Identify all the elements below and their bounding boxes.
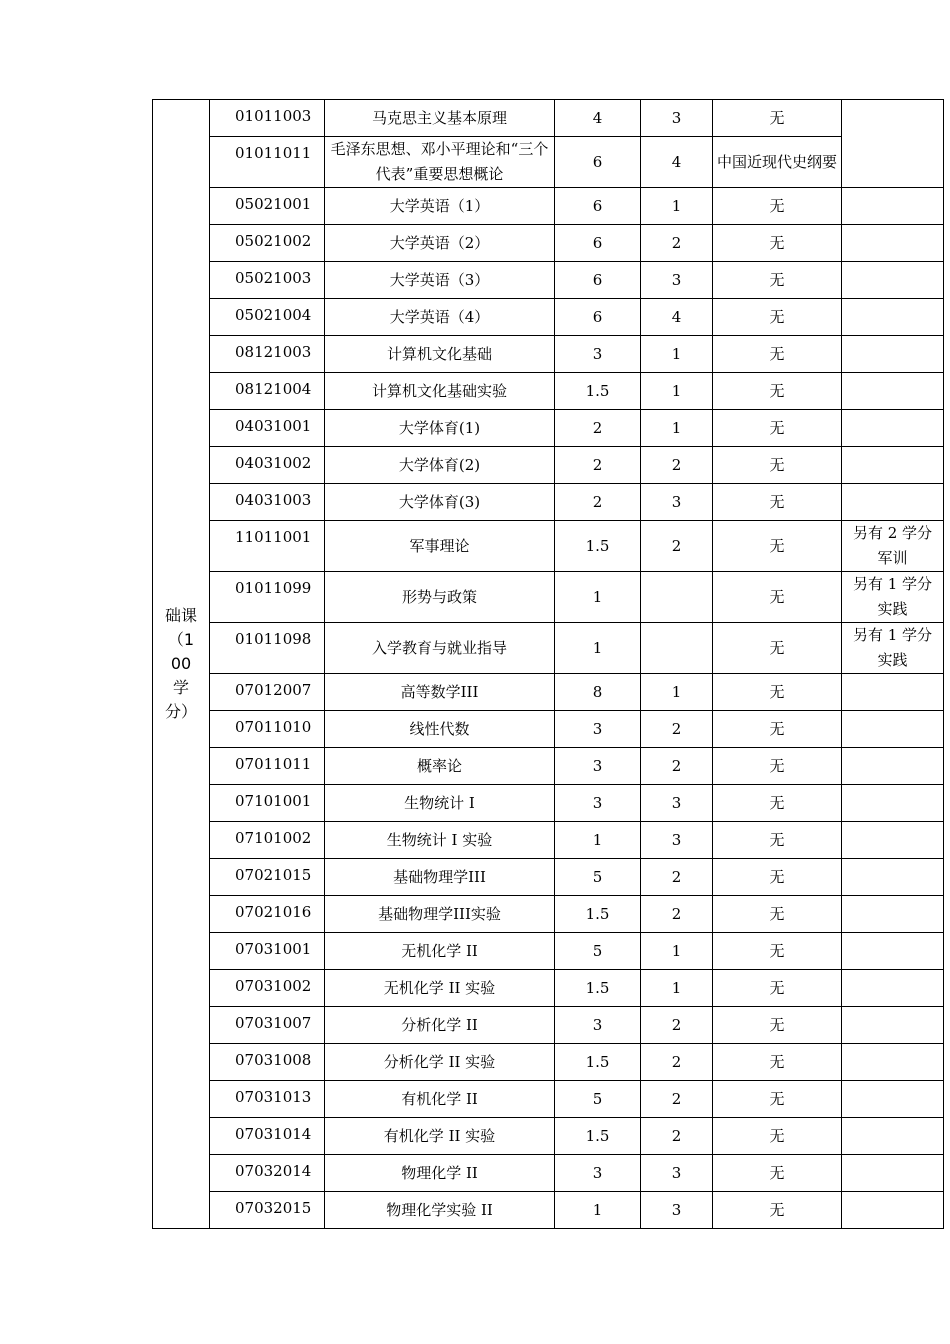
prerequisite-cell: 无 [713,1155,842,1192]
semester-cell: 2 [641,225,713,262]
prerequisite-cell: 无 [713,1118,842,1155]
table-row [153,1081,944,1118]
course-name-cell: 大学体育(2) [325,447,555,484]
course-name-cell: 基础物理学III实验 [325,896,555,933]
table-row [153,896,944,933]
credits-cell: 3 [555,1007,641,1044]
course-code-cell: 05021001 [210,188,325,225]
course-code-cell: 07031008 [210,1044,325,1081]
semester-cell: 2 [641,748,713,785]
semester-cell: 2 [641,1044,713,1081]
course-code-cell: 07032015 [210,1192,325,1229]
course-name-cell: 军事理论 [325,521,555,572]
semester-cell: 4 [641,299,713,336]
semester-cell: 2 [641,521,713,572]
course-name-cell: 无机化学 II [325,933,555,970]
semester-cell: 2 [641,1081,713,1118]
course-code-cell: 08121003 [210,336,325,373]
table-row [153,1007,944,1044]
table-row [153,933,944,970]
table-row [153,822,944,859]
credits-cell: 3 [555,785,641,822]
prerequisite-cell: 无 [713,623,842,674]
credits-cell: 6 [555,137,641,188]
credits-cell: 5 [555,1081,641,1118]
note-cell [842,674,944,711]
note-cell [842,336,944,373]
prerequisite-cell: 无 [713,572,842,623]
semester-cell: 2 [641,1007,713,1044]
course-name-cell: 计算机文化基础实验 [325,373,555,410]
note-cell [842,188,944,225]
course-code-cell: 07101002 [210,822,325,859]
note-cell [842,822,944,859]
semester-cell: 1 [641,970,713,1007]
table-row [153,1155,944,1192]
credits-cell: 1.5 [555,970,641,1007]
course-name-cell: 入学教育与就业指导 [325,623,555,674]
course-code-cell: 07031014 [210,1118,325,1155]
credits-cell: 1.5 [555,521,641,572]
course-name-cell: 物理化学 II [325,1155,555,1192]
course-code-cell: 07032014 [210,1155,325,1192]
semester-cell: 4 [641,137,713,188]
table-row [153,484,944,521]
credits-cell: 2 [555,484,641,521]
prerequisite-cell: 无 [713,225,842,262]
note-cell [842,748,944,785]
prerequisite-cell: 无 [713,822,842,859]
course-name-cell: 大学体育(3) [325,484,555,521]
table-row [153,623,944,674]
credits-cell: 4 [555,100,641,137]
table-row [153,188,944,225]
course-code-cell: 07021016 [210,896,325,933]
prerequisite-cell: 中国近现代史纲要 [713,137,842,188]
table-row [153,859,944,896]
semester-cell: 2 [641,447,713,484]
note-cell [842,373,944,410]
course-name-cell: 无机化学 II 实验 [325,970,555,1007]
credits-cell: 5 [555,859,641,896]
semester-cell: 1 [641,373,713,410]
semester-cell: 3 [641,822,713,859]
course-name-cell: 毛泽东思想、邓小平理论和“三个代表”重要思想概论 [325,137,555,188]
course-code-cell: 07031002 [210,970,325,1007]
table-row [153,336,944,373]
course-code-cell: 07031001 [210,933,325,970]
course-name-cell: 物理化学实验 II [325,1192,555,1229]
course-name-cell: 有机化学 II [325,1081,555,1118]
credits-cell: 3 [555,748,641,785]
course-name-cell: 高等数学III [325,674,555,711]
table-row [153,447,944,484]
note-cell [842,896,944,933]
semester-cell: 2 [641,859,713,896]
prerequisite-cell: 无 [713,188,842,225]
semester-cell: 3 [641,484,713,521]
table-row [153,1118,944,1155]
prerequisite-cell: 无 [713,410,842,447]
credits-cell: 2 [555,410,641,447]
credits-cell: 3 [555,1155,641,1192]
credits-cell: 1 [555,1192,641,1229]
course-table [152,99,944,1229]
course-code-cell: 05021003 [210,262,325,299]
prerequisite-cell: 无 [713,1044,842,1081]
credits-cell: 1 [555,822,641,859]
course-code-cell: 07011010 [210,711,325,748]
semester-cell: 3 [641,785,713,822]
note-cell [842,859,944,896]
course-name-cell: 大学英语（1） [325,188,555,225]
prerequisite-cell: 无 [713,484,842,521]
table-row [153,521,944,572]
note-cell [842,1118,944,1155]
credits-cell: 2 [555,447,641,484]
note-cell [842,262,944,299]
note-cell [842,1044,944,1081]
course-code-cell: 04031001 [210,410,325,447]
course-name-cell: 大学英语（3） [325,262,555,299]
course-code-cell: 07011011 [210,748,325,785]
credits-cell: 1.5 [555,1118,641,1155]
course-name-cell: 线性代数 [325,711,555,748]
credits-cell: 1.5 [555,1044,641,1081]
table-row [153,748,944,785]
credits-cell: 6 [555,225,641,262]
semester-cell: 3 [641,1192,713,1229]
table-row [153,1044,944,1081]
prerequisite-cell: 无 [713,1081,842,1118]
prerequisite-cell: 无 [713,896,842,933]
course-name-cell: 大学体育(1) [325,410,555,447]
course-name-cell: 概率论 [325,748,555,785]
course-code-cell: 07031007 [210,1007,325,1044]
course-name-cell: 计算机文化基础 [325,336,555,373]
course-code-cell: 08121004 [210,373,325,410]
table-body [153,100,944,1229]
course-code-cell: 07021015 [210,859,325,896]
table-row [153,785,944,822]
course-name-cell: 有机化学 II 实验 [325,1118,555,1155]
note-cell: 另有 1 学分实践 [842,623,944,674]
credits-cell: 1.5 [555,896,641,933]
course-code-cell: 07031013 [210,1081,325,1118]
prerequisite-cell: 无 [713,1007,842,1044]
credits-cell: 6 [555,262,641,299]
table-row [153,225,944,262]
table-row [153,572,944,623]
table-row [153,674,944,711]
prerequisite-cell: 无 [713,859,842,896]
prerequisite-cell: 无 [713,262,842,299]
note-cell [842,484,944,521]
prerequisite-cell: 无 [713,933,842,970]
course-code-cell: 11011001 [210,521,325,572]
prerequisite-cell: 无 [713,299,842,336]
prerequisite-cell: 无 [713,100,842,137]
course-name-cell: 马克思主义基本原理 [325,100,555,137]
semester-cell: 2 [641,711,713,748]
note-cell [842,785,944,822]
course-name-cell: 分析化学 II 实验 [325,1044,555,1081]
prerequisite-cell: 无 [713,336,842,373]
credits-cell: 6 [555,299,641,336]
course-code-cell: 07101001 [210,785,325,822]
course-code-cell: 01011098 [210,623,325,674]
note-cell: 另有 1 学分实践 [842,572,944,623]
table-row [153,1192,944,1229]
table-row [153,373,944,410]
course-name-cell: 生物统计 I 实验 [325,822,555,859]
course-code-cell: 05021002 [210,225,325,262]
table-row [153,711,944,748]
semester-cell: 1 [641,933,713,970]
table-row [153,262,944,299]
credits-cell: 3 [555,711,641,748]
credits-cell: 5 [555,933,641,970]
semester-cell [641,572,713,623]
credits-cell: 1.5 [555,373,641,410]
semester-cell: 3 [641,100,713,137]
course-name-cell: 大学英语（4） [325,299,555,336]
prerequisite-cell: 无 [713,521,842,572]
semester-cell [641,623,713,674]
course-code-cell: 07012007 [210,674,325,711]
note-cell [842,1192,944,1229]
semester-cell: 1 [641,674,713,711]
table-row [153,970,944,1007]
course-code-cell: 04031003 [210,484,325,521]
note-cell: 另有 2 学分军训 [842,521,944,572]
prerequisite-cell: 无 [713,373,842,410]
course-code-cell: 01011011 [210,137,325,188]
note-cell [842,1007,944,1044]
prerequisite-cell: 无 [713,711,842,748]
credits-cell: 6 [555,188,641,225]
note-cell [842,1155,944,1192]
semester-cell: 1 [641,410,713,447]
semester-cell: 1 [641,188,713,225]
note-cell [842,225,944,262]
prerequisite-cell: 无 [713,970,842,1007]
semester-cell: 1 [641,336,713,373]
course-name-cell: 基础物理学III [325,859,555,896]
prerequisite-cell: 无 [713,1192,842,1229]
prerequisite-cell: 无 [713,447,842,484]
credits-cell: 8 [555,674,641,711]
course-code-cell: 05021004 [210,299,325,336]
note-cell [842,970,944,1007]
note-cell [842,933,944,970]
semester-cell: 2 [641,896,713,933]
course-name-cell: 分析化学 II [325,1007,555,1044]
prerequisite-cell: 无 [713,748,842,785]
prerequisite-cell: 无 [713,674,842,711]
semester-cell: 2 [641,1118,713,1155]
course-name-cell: 大学英语（2） [325,225,555,262]
table-row [153,410,944,447]
note-cell [842,410,944,447]
note-cell [842,447,944,484]
semester-cell: 3 [641,1155,713,1192]
table-row [153,137,944,188]
course-group-label: 础课（100学分） [164,606,197,721]
semester-cell: 3 [641,262,713,299]
course-group-label-cell [153,100,210,1229]
table-row [153,100,944,137]
table-row [153,299,944,336]
course-code-cell: 01011003 [210,100,325,137]
course-code-cell: 01011099 [210,572,325,623]
course-code-cell: 04031002 [210,447,325,484]
credits-cell: 1 [555,623,641,674]
prerequisite-cell: 无 [713,785,842,822]
credits-cell: 3 [555,336,641,373]
note-cell [842,711,944,748]
credits-cell: 1 [555,572,641,623]
course-name-cell: 形势与政策 [325,572,555,623]
note-cell [842,299,944,336]
note-cell [842,100,944,188]
course-name-cell: 生物统计 I [325,785,555,822]
note-cell [842,1081,944,1118]
